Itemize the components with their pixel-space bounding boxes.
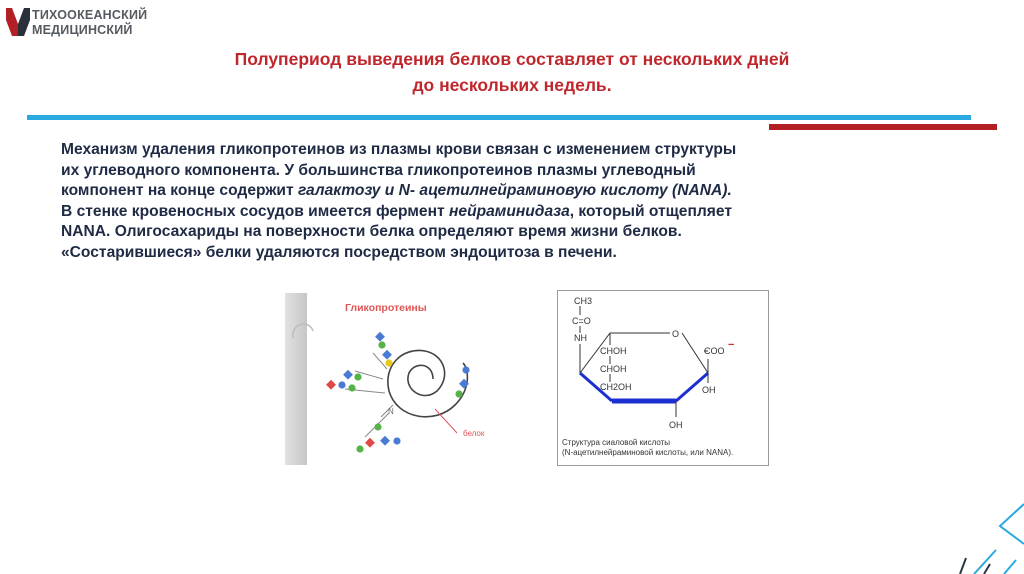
divider-red (769, 124, 997, 130)
ch3-label: CH3 (574, 296, 593, 306)
choh-label-1: CHOH (600, 346, 627, 356)
glycoprotein-diagram (285, 293, 485, 465)
sialic-acid-figure (557, 290, 769, 466)
coo-label: COO (704, 346, 725, 356)
glycoprotein-figure (285, 293, 485, 465)
co-label: C=O (572, 316, 591, 326)
n-label: N (388, 407, 394, 416)
caption-line-2: (N-ацетилнейраминовой кислоты, или NANA). (562, 448, 734, 457)
body-line-4-text-a: В стенке кровеносных сосудов имеется фермент (61, 202, 449, 220)
body-line-4-italic: нейраминидаза (448, 202, 570, 220)
sugar-chain-left (326, 370, 362, 392)
logo-text (32, 8, 147, 38)
figure-caption (562, 438, 733, 458)
corner-decoration (904, 474, 1024, 574)
university-logo (6, 6, 176, 40)
protein-label: белок (463, 429, 485, 438)
body-line-3 (61, 181, 961, 202)
body-line-5: NANA. Олигосахариды на поверхности белка определяют время жизни белков. (61, 223, 682, 240)
sugar-chain-top (375, 332, 393, 367)
divider-blue (27, 115, 971, 120)
body-line-4 (61, 202, 961, 223)
logo-line-2: МЕДИЦИНСКИЙ (32, 23, 133, 37)
oh-label-bottom: OH (669, 420, 683, 430)
ch2oh-label: CH2OH (600, 382, 632, 392)
body-line-6: «Состарившиеся» белки удаляются посредством эндоцитоза в печени. (61, 243, 617, 261)
ring-oxygen-label: O (672, 329, 680, 339)
body-paragraph (61, 140, 961, 263)
body-line-2: их углеводного компонента. У большинства гликопротеинов плазмы углеводный (61, 161, 696, 179)
logo-line-1: ТИХООКЕАНСКИЙ (32, 8, 148, 22)
glycoprotein-label: Гликопротеины (345, 302, 427, 314)
title-line-1: Полупериод выведения белков составляет от нескольких дней (234, 49, 790, 69)
body-line-4-text-b: , который отщепляет (569, 202, 732, 220)
charge-minus: − (728, 339, 735, 351)
body-line-1: Механизм удаления гликопротеинов из плазмы крови связан с изменением структуры (61, 141, 737, 158)
body-line-3-text: компонент на конце содержит (61, 182, 298, 199)
logo-mark-icon (6, 6, 30, 38)
body-line-3-italic: галактозу и N- ацетилнейраминовую кислоту (NANA). (297, 182, 732, 199)
sialic-acid-structure (558, 291, 768, 437)
oh-label-right: OH (702, 385, 716, 395)
choh-label-2: CHOH (600, 364, 627, 374)
slide-title (100, 46, 924, 98)
sugar-chain-bottom (356, 423, 400, 452)
title-line-2: до нескольких недель. (412, 75, 612, 95)
nh-label: NH (574, 333, 587, 343)
caption-line-1: Структура сиаловой кислоты (562, 438, 671, 447)
